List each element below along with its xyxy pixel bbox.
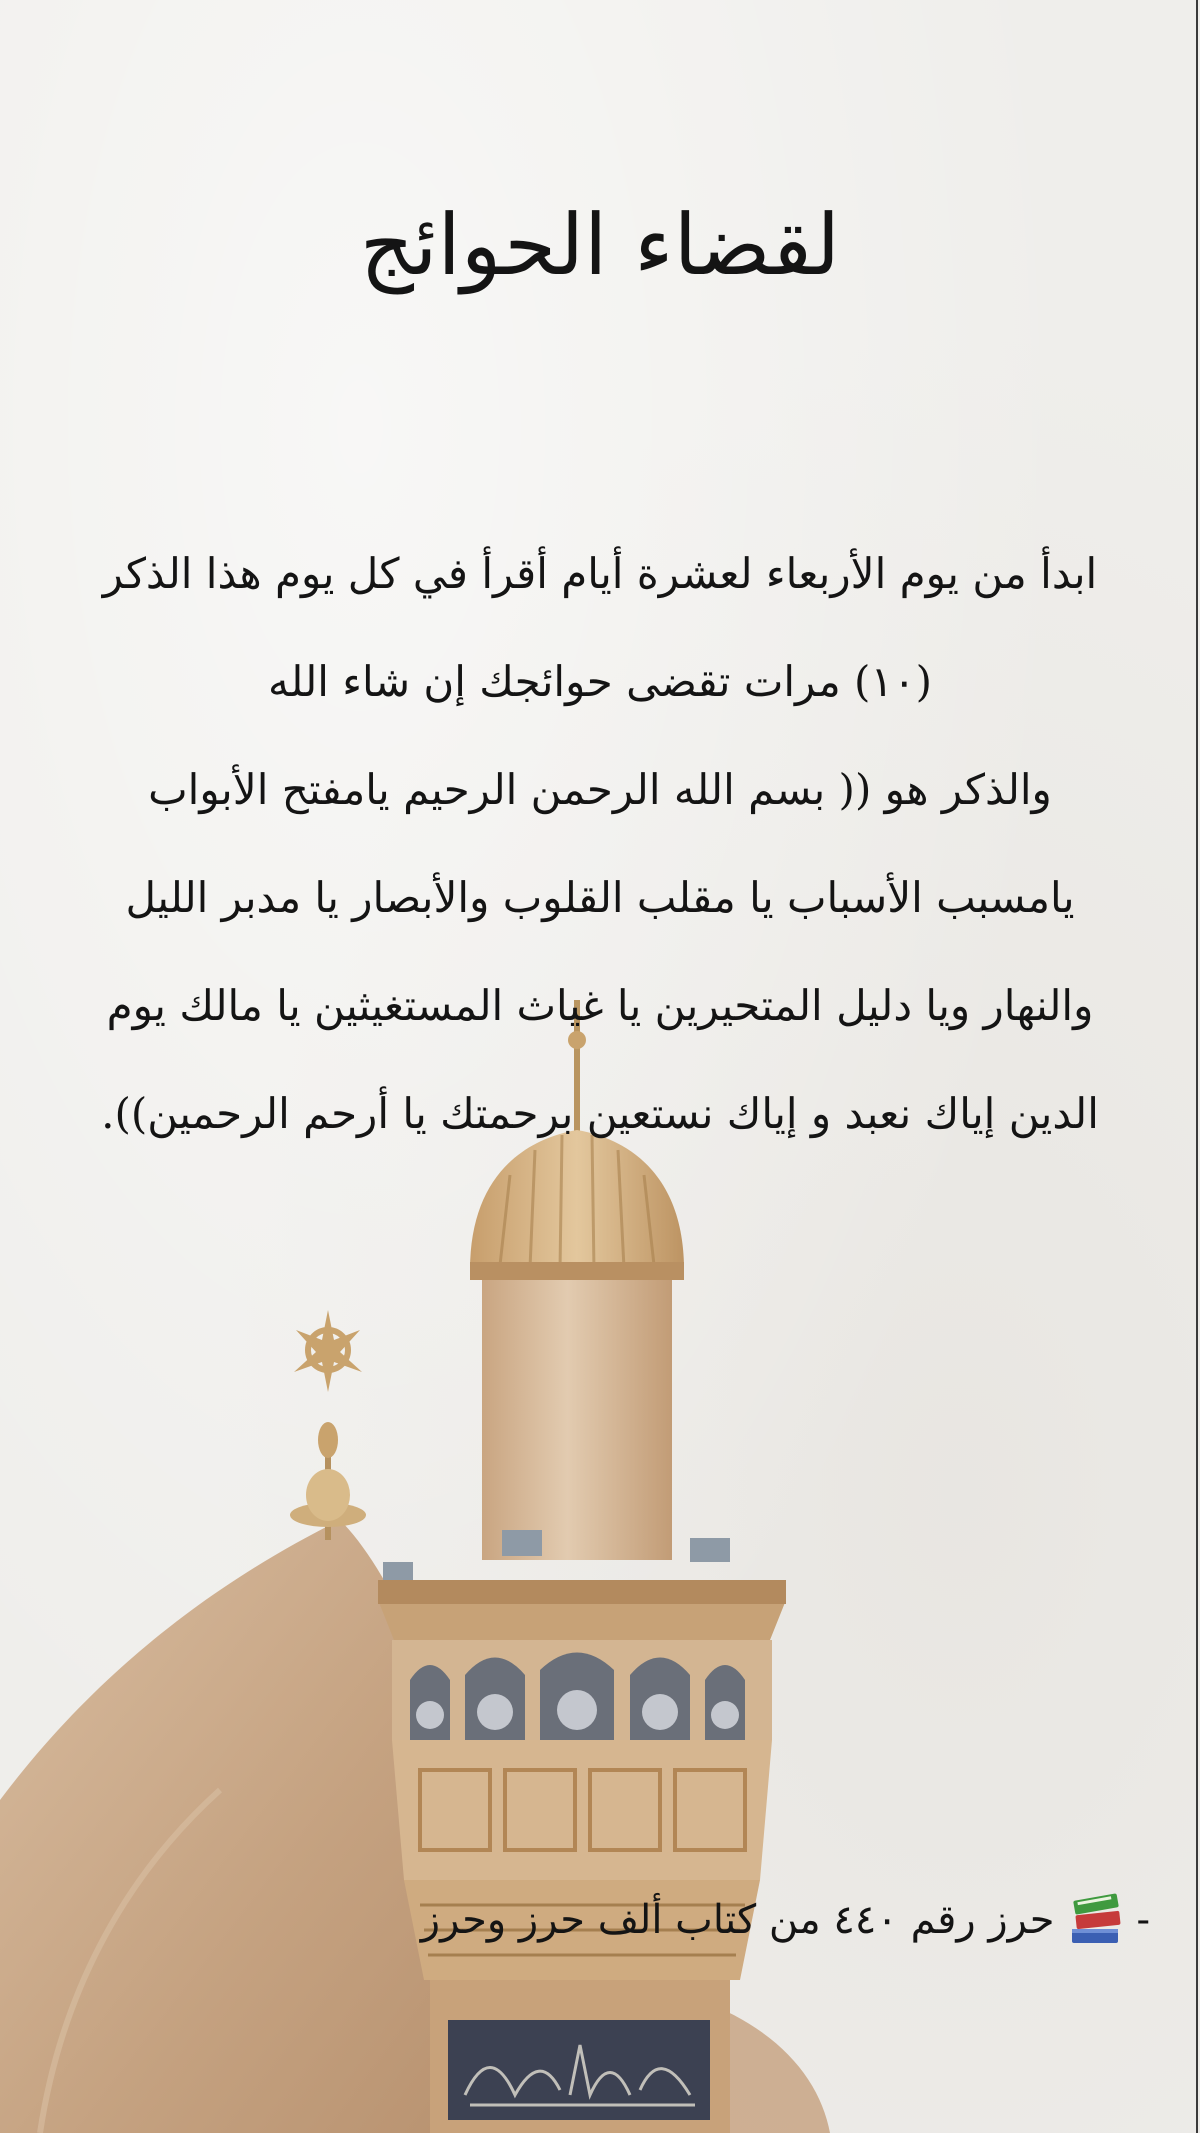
source-footer [410,1890,1150,1950]
instruction-paragraph: ابدأ من يوم الأربعاء لعشرة أيام أقرأ في كل يوم هذا الذكر (١٠) مرات تقضى حوائجك إن شاء الله [102,549,1098,706]
left-finial [290,1310,366,1540]
page-title: لقضاء الحوائج [359,196,841,294]
books-icon [1068,1891,1124,1949]
body-text [80,520,1120,1168]
dhikr-paragraph: والذكر هو (( بسم الله الرحمن الرحيم يامفتح الأبواب يامسبب الأسباب يا مقلب القلوب والأبصار يا مدبر الليل والنهار ويا دليل المتحيرين يا غياث المستغيثين يا مالك يوم الدين إياك نعبد و إياك نستعين برحمتك يا أرحم الرحمين)). [101,765,1099,1138]
footer-dash: - [1136,1897,1150,1943]
source-text: حرز رقم ٤٤٠ من كتاب ألف حرز وحرز [420,1897,1055,1943]
minaret-shaft [482,1280,672,1560]
shrine-illustration [0,1000,1200,2133]
